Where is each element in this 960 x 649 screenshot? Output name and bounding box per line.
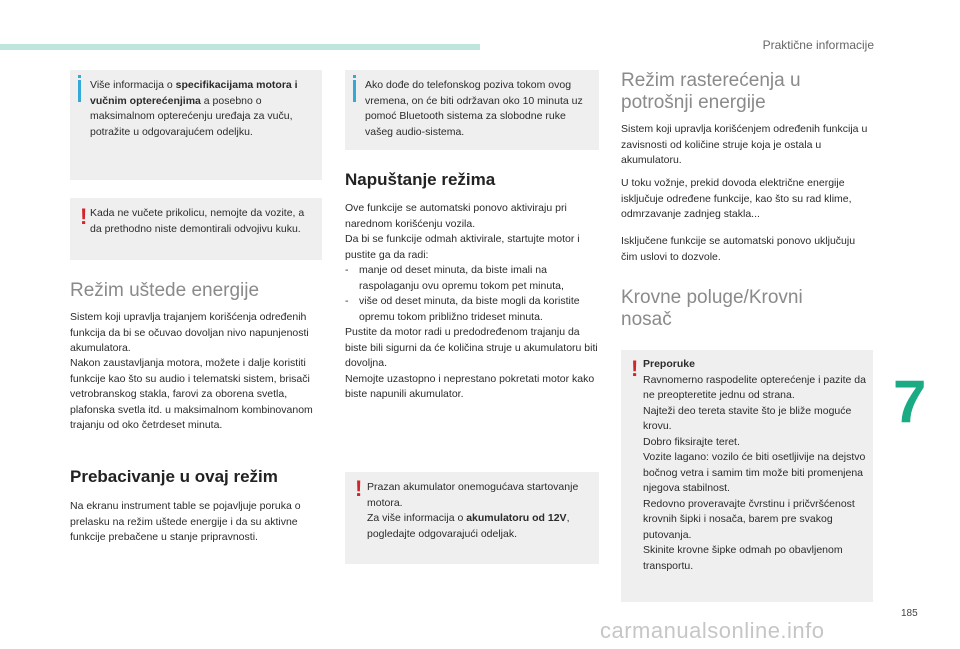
recommendations-title: Preporuke	[643, 358, 695, 370]
exiting-paragraph-1: Ove funkcije se automatski ponovo aktiviraju pri narednom korišćenju vozila.	[345, 202, 567, 230]
header-title: Praktične informacije	[762, 38, 874, 52]
exiting-paragraph-3: Pustite da motor radi u predodređenom trajanju da biste bili sigurni da će količina struje u akumulatoru biti dovoljna.	[345, 326, 598, 369]
warning-icon: !	[355, 476, 363, 501]
energy-saving-paragraph-2: Nakon zaustavljanja motora, možete i dalje koristiti funkcije kao što su audio i telematski sistem, brisači vetrobranskog stakla, farovi za oborena svetla, plafonska svetla itd. u maksimalnom kombinovanom trajanju od oko četrdeset minuta.	[70, 357, 313, 431]
section-title-exiting: Napuštanje režima	[345, 170, 496, 189]
warning-icon: !	[80, 204, 88, 229]
section-title-energy-saving: Režim uštede energije	[70, 280, 260, 301]
info-icon	[353, 80, 356, 102]
load-reduction-paragraph-1: Sistem koji upravlja korišćenjem određenih funkcija u zavisnosti od količine struje koja je ostala u akumulatoru.	[621, 123, 868, 166]
exiting-content	[345, 201, 599, 403]
switching-paragraph: Na ekranu instrument table se pojavljuje poruka o prelasku na režim uštede energije i da su aktivne funkcije prebačene u stanje pripravnosti.	[70, 500, 301, 543]
exiting-paragraph-2: Da bi se funkcije odmah aktivirale, startujte motor i pustite ga da radi:	[345, 233, 580, 261]
recommendation-line: Vozite lagano: vozilo će biti osetljivije na dejstvo bočnog vetra i samim tim može biti promenjena njegova stabilnost.	[643, 451, 866, 494]
info-box-phone-call	[345, 70, 599, 150]
info-text-bold: specifikacijama motora i vučnim opterećenjima	[90, 79, 298, 107]
warning-box-roof-bars	[621, 350, 873, 602]
header-accent-bar	[0, 44, 480, 50]
info-box-towing-specs	[70, 70, 322, 180]
warning-text	[643, 357, 869, 574]
info-text: Više informacija o specifikacijama motora i vučnim opterećenjima a posebno o maksimalnom opterećenju uređaja za vuču, potražite u odgovarajućem odeljku.	[90, 79, 298, 138]
recommendation-line: Skinite krovne šipke odmah po obavljenom transportu.	[643, 544, 843, 572]
recommendation-line: Redovno proveravajte čvrstinu i pričvršćenost krovnih šipki i nosača, barem pre svakog putovanja.	[643, 497, 855, 541]
load-reduction-paragraph-3: Isključene funkcije se automatski ponovo uključuju čim uslovi to dozvole.	[621, 235, 856, 263]
list-item: - manje od deset minuta, da biste imali na raspolaganju ovu opremu tokom pet minuta,	[345, 264, 564, 292]
section-title-load-reduction: Režim rasterećenja u potrošnji energije	[621, 70, 801, 113]
page-number: 185	[901, 608, 918, 619]
chapter-number: 7	[893, 368, 927, 435]
energy-saving-paragraph-1: Sistem koji upravlja trajanjem korišćenja određenih funkcija da bi se očuvao dovoljan nivo napunjenosti akumulatora.	[70, 311, 309, 354]
exiting-paragraph-4: Nemojte uzastopno i neprestano pokretati motor kako biste napunili akumulator.	[345, 372, 595, 400]
recommendation-line: Dobro fiksirajte teret.	[643, 435, 740, 448]
info-text: Ako dođe do telefonskog poziva tokom ovog vremena, on će biti održavan oko 10 minuta uz pomoć Bluetooth sistema za slobodne ruke vašeg audio-sistema.	[365, 79, 583, 138]
warning-box-towball	[70, 198, 322, 260]
section-title-roof-bars: Krovne poluge/Krovni nosač	[621, 287, 803, 330]
info-icon	[78, 80, 81, 102]
list-item: - više od deset minuta, da biste mogli da koristite opremu tokom približno trideset minuta.	[345, 295, 580, 323]
recommendation-line: Najteži deo tereta stavite što je bliže moguće krovu.	[643, 404, 852, 432]
warning-text: Kada ne vučete prikolicu, nemojte da vozite, a da prethodno niste demontirali odvojivu kuku.	[90, 207, 305, 235]
warning-box-empty-battery	[345, 472, 599, 564]
warning-icon: !	[631, 356, 639, 381]
recommendation-line: Ravnomerno raspodelite opterećenje i pazite da ne preopteretite jednu od strana.	[643, 373, 866, 401]
warning-text: Prazan akumulator onemogućava startovanje motora. Za više informacija o akumulatoru od 12V, pogledajte odgovarajući odeljak.	[367, 481, 579, 540]
watermark: carmanualsonline.info	[600, 618, 825, 643]
section-title-switching: Prebacivanje u ovaj režim	[70, 467, 278, 486]
warning-text-bold: akumulatoru od 12V	[466, 512, 567, 524]
load-reduction-paragraph-2: U toku vožnje, prekid dovoda električne energije isključuje određene funkcije, kao što su rad klime, odmrzavanje zadnjeg stakla...	[621, 177, 852, 220]
